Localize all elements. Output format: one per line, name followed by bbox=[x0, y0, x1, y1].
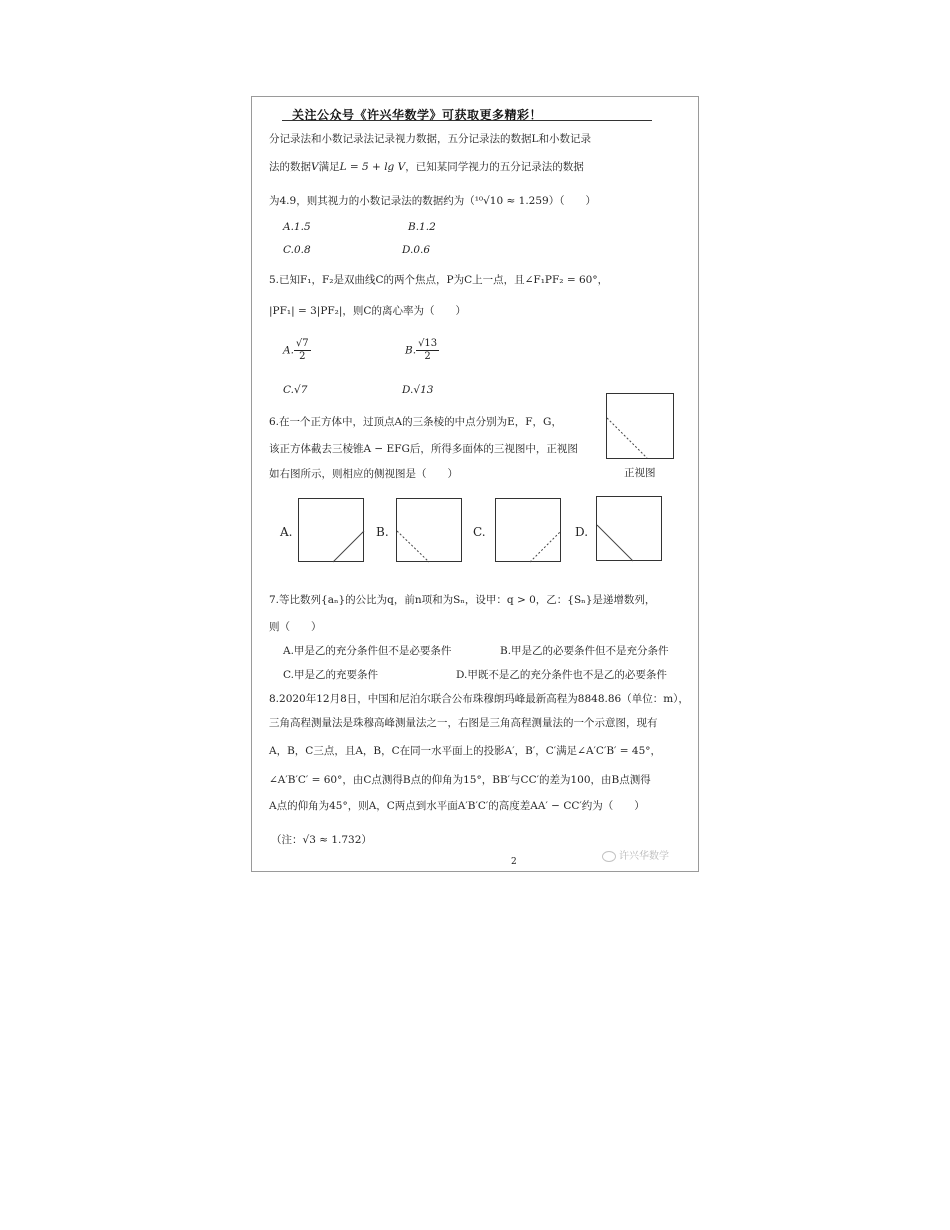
q4-option-c: C.0.8 bbox=[283, 244, 311, 256]
watermark: 许兴华数学 bbox=[602, 847, 669, 862]
q5-option-b: B. $\frac{√13}{2}$ bbox=[405, 338, 438, 362]
q6-option-d-diagram bbox=[596, 496, 662, 561]
q4-line2: 法的数据V满足L = 5 + lg V，已知某同学视力的五分记录法的数据 bbox=[269, 161, 584, 173]
q5-option-a: A. $\frac{√7}{2}$ bbox=[283, 338, 309, 362]
q6-option-b-diagram bbox=[396, 498, 462, 562]
page-number: 2 bbox=[511, 857, 517, 867]
page-header: 关注公众号《许兴华数学》可获取更多精彩！ bbox=[292, 108, 543, 122]
q8-line1: 8.2020年12月8日，中国和尼泊尔联合公布珠穆朗玛峰最新高程为8848.86（单位：m）， bbox=[269, 693, 689, 705]
q6-line2: 该正方体截去三棱锥A − EFG后，所得多面体的三视图中，正视图 bbox=[269, 443, 578, 455]
front-view-dashed-line bbox=[607, 394, 675, 460]
q4-option-d: D.0.6 bbox=[402, 244, 431, 256]
q5-line2: |PF₁| = 3|PF₂|，则C的离心率为（ ） bbox=[269, 305, 466, 317]
q4-formula: L = 5 + lg V bbox=[339, 161, 406, 173]
q8-note: （注：√3 ≈ 1.732） bbox=[271, 834, 372, 846]
q5-option-b-fraction: $\frac{√13}{2}$ bbox=[418, 338, 438, 362]
wechat-icon bbox=[602, 851, 616, 862]
q6-option-d-label: D. bbox=[575, 525, 589, 539]
q7-line1: 7.等比数列{aₙ}的公比为q，前n项和为Sₙ，设甲：q > 0，乙：{Sₙ}是递增数列， bbox=[269, 594, 656, 606]
q4-root-hint: ¹⁰√10 ≈ 1.259 bbox=[474, 195, 549, 207]
q6-option-b-label: B. bbox=[376, 525, 389, 539]
q8-line2: 三角高程测量法是珠穆高峰测量法之一，右图是三角高程测量法的一个示意图，现有 bbox=[269, 717, 658, 729]
q6-line3: 如右图所示，则相应的侧视图是（ ） bbox=[269, 468, 458, 480]
q8-line4: ∠A′B′C′ = 60°，由C点测得B点的仰角为15°，BB′与CC′的差为100，由B点测得 bbox=[269, 774, 651, 786]
q5-option-a-fraction: $\frac{√7}{2}$ bbox=[295, 338, 309, 362]
q6-line1: 6.在一个正方体中，过顶点A的三条棱的中点分别为E，F，G， bbox=[269, 416, 562, 428]
q5-line1: 5.已知F₁，F₂是双曲线C的两个焦点，P为C上一点，且∠F₁PF₂ = 60°， bbox=[269, 274, 609, 286]
q4-line1: 分记录法和小数记录法记录视力数据，五分记录法的数据L和小数记录 bbox=[269, 133, 591, 145]
q7-option-d: D.甲既不是乙的充分条件也不是乙的必要条件 bbox=[456, 669, 667, 681]
q4-line3: 为4.9，则其视力的小数记录法的数据约为（¹⁰√10 ≈ 1.259）（ ） bbox=[269, 195, 596, 207]
q7-line2: 则（ ） bbox=[269, 621, 322, 633]
q8-line5: A点的仰角为45°，则A，C两点到水平面A′B′C′的高度差AA′ − CC′约为（ ） bbox=[269, 800, 645, 812]
q5-option-c: C.√7 bbox=[283, 384, 308, 396]
front-view-square bbox=[606, 393, 674, 459]
q4-option-a: A.1.5 bbox=[283, 221, 311, 233]
q7-option-b: B.甲是乙的必要条件但不是充分条件 bbox=[500, 645, 669, 657]
front-view-label: 正视图 bbox=[624, 467, 656, 479]
q6-option-a-diagram bbox=[298, 498, 364, 562]
q6-option-c-diagram bbox=[495, 498, 561, 562]
header-underline bbox=[282, 120, 652, 121]
q6-option-c-label: C. bbox=[473, 525, 486, 539]
exam-page bbox=[251, 96, 699, 872]
q7-option-a: A.甲是乙的充分条件但不是必要条件 bbox=[283, 645, 452, 657]
q4-option-b: B.1.2 bbox=[408, 221, 436, 233]
q5-option-d: D.√13 bbox=[402, 384, 434, 396]
q7-option-c: C.甲是乙的充要条件 bbox=[283, 669, 378, 681]
q6-option-a-label: A. bbox=[280, 525, 293, 539]
q8-line3: A，B，C三点，且A，B，C在同一水平面上的投影A′，B′，C′满足∠A′C′B′ = 45°， bbox=[269, 745, 662, 757]
